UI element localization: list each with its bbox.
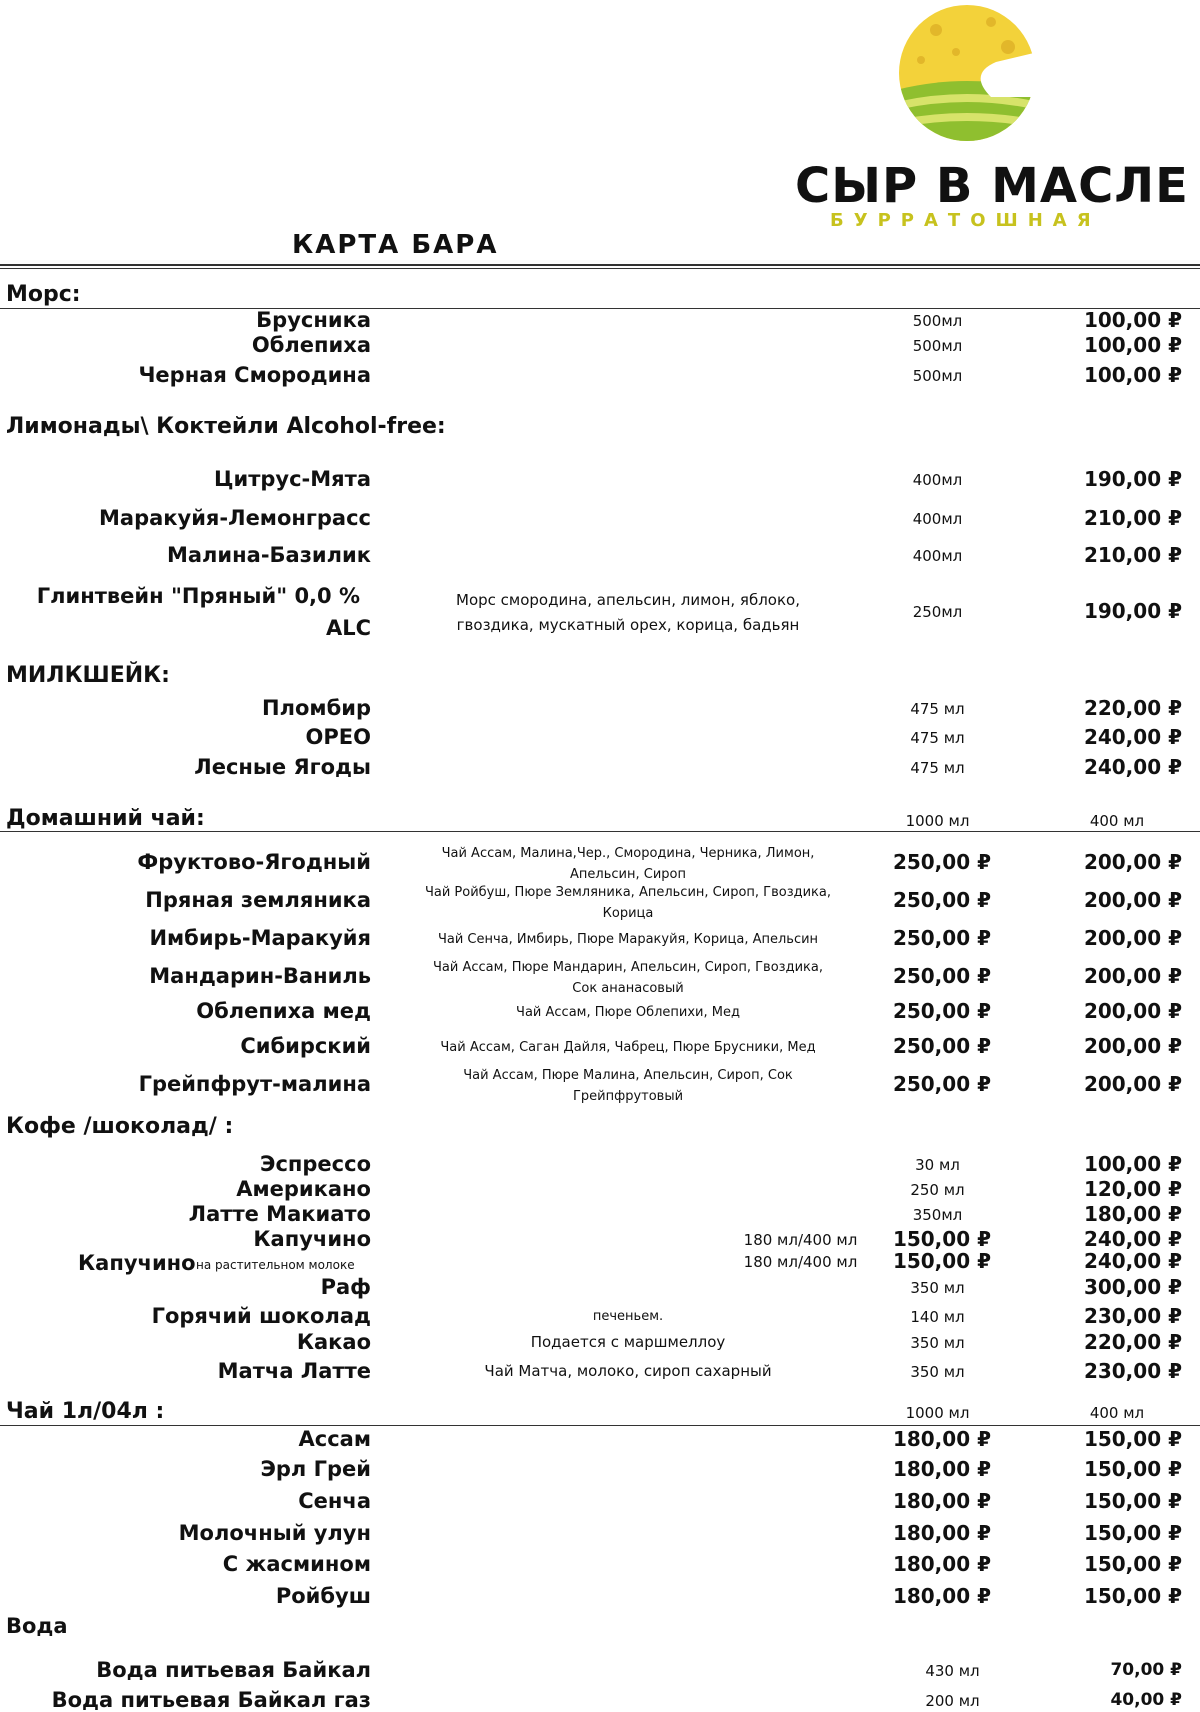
item-price-1000: 180,00 ₽: [892, 1457, 991, 1481]
item-price: 210,00 ₽: [1083, 506, 1182, 530]
item-price-1000: 250,00 ₽: [892, 850, 991, 874]
brand-subtitle: БУРРАТОШНАЯ: [830, 210, 1101, 231]
item-price-400: 150,00 ₽: [1083, 1489, 1182, 1513]
header-divider: [0, 264, 1200, 266]
item-price-400: 150,00 ₽: [1083, 1552, 1182, 1576]
item-price-1000: 250,00 ₽: [892, 926, 991, 950]
item-description: Чай Ассам, Пюре Облепихи, Мед: [516, 1005, 740, 1020]
item-name: Матча Латте: [217, 1359, 371, 1383]
cheese-logo-icon: [896, 2, 1038, 144]
item-price-small: 150,00 ₽: [892, 1227, 991, 1251]
item-name: Имбирь-Маракуйя: [149, 926, 371, 950]
section-title-lemonades: Лимонады\ Коктейли Alcohol-free:: [6, 414, 446, 439]
item-volume: 30 мл: [915, 1156, 960, 1174]
brand-title: СЫР В МАСЛЕ: [795, 158, 1189, 214]
item-price-400: 200,00 ₽: [1083, 999, 1182, 1023]
item-price-400: 200,00 ₽: [1083, 926, 1182, 950]
item-price: 70,00 ₽: [1110, 1660, 1182, 1680]
item-name: Облепиха: [251, 333, 371, 357]
item-price-1000: 250,00 ₽: [892, 888, 991, 912]
section-divider: [0, 831, 1200, 832]
item-description: Чай Ассам, Саган Дайля, Чабрец, Пюре Брусники, Мед: [440, 1040, 816, 1055]
item-price: 220,00 ₽: [1083, 696, 1182, 720]
item-name: Капучино: [78, 1251, 196, 1275]
item-price-400: 150,00 ₽: [1083, 1521, 1182, 1545]
item-name: Капучино: [253, 1227, 371, 1251]
item-price-1000: 180,00 ₽: [892, 1427, 991, 1451]
item-price: 220,00 ₽: [1083, 1330, 1182, 1354]
item-volume: 350 мл: [910, 1334, 965, 1352]
column-header-1000: 1000 мл: [905, 812, 970, 830]
column-header-400: 400 мл: [1089, 812, 1145, 830]
item-description: печеньем.: [592, 1309, 664, 1324]
item-name: С жасмином: [222, 1552, 371, 1576]
item-price: 190,00 ₽: [1083, 599, 1182, 623]
item-volume: 400мл: [912, 471, 963, 489]
item-name: Пломбир: [262, 696, 371, 720]
item-name: Черная Смородина: [138, 363, 371, 387]
item-name: Брусника: [256, 308, 371, 332]
item-description: Чай Сенча, Имбирь, Пюре Маракуйя, Корица, Апельсин: [437, 932, 819, 947]
item-price-large: 240,00 ₽: [1083, 1227, 1182, 1251]
item-volume: 500мл: [912, 312, 963, 330]
item-volume: 500мл: [912, 367, 963, 385]
item-name: Фруктово-Ягодный: [137, 850, 371, 874]
item-price-1000: 180,00 ₽: [892, 1521, 991, 1545]
item-volume: 250мл: [912, 603, 963, 621]
section-title-home-tea: Домашний чай:: [6, 806, 205, 831]
item-price-1000: 250,00 ₽: [892, 1034, 991, 1058]
item-name: Эспрессо: [260, 1152, 371, 1176]
item-price: 100,00 ₽: [1083, 363, 1182, 387]
item-description: Чай Ассам, Пюре Малина, Апельсин, Сироп, Сок Грейпфрутовый: [463, 1068, 793, 1104]
section-title-milkshake: МИЛКШЕЙК:: [6, 663, 170, 688]
column-header-400: 400 мл: [1089, 1404, 1145, 1422]
item-volume: 475 мл: [910, 700, 965, 718]
item-description: Чай Ассам, Малина,Чер., Смородина, Черника, Лимон, Апельсин, Сироп: [441, 846, 815, 882]
item-volume: 400мл: [912, 547, 963, 565]
section-title-tea: Чай 1л/04л :: [6, 1399, 165, 1424]
item-volume: 140 мл: [910, 1308, 965, 1326]
item-name: Лесные Ягоды: [194, 755, 371, 779]
item-price-400: 200,00 ₽: [1083, 850, 1182, 874]
item-volume: 350 мл: [910, 1279, 965, 1297]
item-name: Раф: [320, 1275, 371, 1299]
item-name: Цитрус-Мята: [214, 467, 371, 491]
item-price-1000: 250,00 ₽: [892, 1072, 991, 1096]
item-price-400: 200,00 ₽: [1083, 964, 1182, 988]
item-volume: 350мл: [912, 1206, 963, 1224]
item-name: Вода питьевая Байкал: [96, 1658, 371, 1682]
item-price-400: 150,00 ₽: [1083, 1427, 1182, 1451]
item-name: Грейпфрут-малина: [138, 1072, 371, 1096]
item-name: Молочный улун: [178, 1521, 371, 1545]
item-price-1000: 180,00 ₽: [892, 1489, 991, 1513]
item-price: 210,00 ₽: [1083, 543, 1182, 567]
header-divider-thin: [0, 268, 1200, 269]
item-price-1000: 180,00 ₽: [892, 1584, 991, 1608]
item-name: Вода питьевая Байкал газ: [51, 1688, 371, 1712]
item-price: 100,00 ₽: [1083, 308, 1182, 332]
item-volume: 500мл: [912, 337, 963, 355]
item-price-large: 240,00 ₽: [1083, 1249, 1182, 1273]
item-name: Американо: [236, 1177, 371, 1201]
item-price-400: 150,00 ₽: [1083, 1457, 1182, 1481]
item-price-400: 150,00 ₽: [1083, 1584, 1182, 1608]
item-price: 180,00 ₽: [1083, 1202, 1182, 1226]
item-description: Подается с маршмеллоу: [530, 1333, 726, 1351]
item-name: Эрл Грей: [260, 1457, 371, 1481]
item-price: 230,00 ₽: [1083, 1304, 1182, 1328]
item-price-400: 200,00 ₽: [1083, 888, 1182, 912]
item-description: Чай Ассам, Пюре Мандарин, Апельсин, Сироп, Гвоздика, Сок ананасовый: [433, 960, 823, 996]
item-volume: 400мл: [912, 510, 963, 528]
item-note: на растительном молоке: [196, 1258, 355, 1272]
item-name: Горячий шоколад: [151, 1304, 371, 1328]
section-title-coffee: Кофе /шоколад/ :: [6, 1114, 234, 1139]
item-price: 40,00 ₽: [1110, 1690, 1182, 1710]
item-volume: 250 мл: [910, 1181, 965, 1199]
item-price: 240,00 ₽: [1083, 725, 1182, 749]
item-price: 120,00 ₽: [1083, 1177, 1182, 1201]
item-volume: 475 мл: [910, 729, 965, 747]
item-description: Чай Матча, молоко, сироп сахарный: [484, 1362, 772, 1380]
item-name: Сибирский: [240, 1034, 371, 1058]
item-name: Ройбуш: [275, 1584, 371, 1608]
section-title-mors: Морс:: [6, 282, 81, 307]
item-volume: 350 мл: [910, 1363, 965, 1381]
item-price: 240,00 ₽: [1083, 755, 1182, 779]
item-description: Чай Ройбуш, Пюре Земляника, Апельсин, Сироп, Гвоздика, Корица: [424, 885, 832, 921]
item-name: Маракуйя-Лемонграсс: [99, 506, 371, 530]
item-name: ОРЕО: [305, 725, 371, 749]
item-price-1000: 250,00 ₽: [892, 999, 991, 1023]
item-description: Морс смородина, апельсин, лимон, яблоко, гвоздика, мускатный орех, корица, бадьян: [456, 591, 800, 634]
page-title: КАРТА БАРА: [292, 230, 499, 260]
item-name: Какао: [296, 1330, 371, 1354]
item-name: Малина-Базилик: [166, 543, 371, 567]
item-volume: 475 мл: [910, 759, 965, 777]
item-price: 190,00 ₽: [1083, 467, 1182, 491]
item-price-400: 200,00 ₽: [1083, 1072, 1182, 1096]
item-price-1000: 180,00 ₽: [892, 1552, 991, 1576]
column-header-1000: 1000 мл: [905, 1404, 970, 1422]
section-divider: [0, 1425, 1200, 1426]
item-price: 100,00 ₽: [1083, 1152, 1182, 1176]
item-name: Ассам: [298, 1427, 371, 1451]
item-name: Мандарин-Ваниль: [149, 964, 371, 988]
item-name: Латте Макиато: [188, 1202, 371, 1226]
item-price-small: 150,00 ₽: [892, 1249, 991, 1273]
item-volume: 200 мл: [925, 1692, 980, 1710]
item-price: 230,00 ₽: [1083, 1359, 1182, 1383]
item-volume: 180 мл/400 мл: [743, 1253, 858, 1271]
item-volume: 180 мл/400 мл: [743, 1231, 858, 1249]
item-name: Пряная земляника: [145, 888, 371, 912]
item-price: 300,00 ₽: [1083, 1275, 1182, 1299]
item-name: Сенча: [298, 1489, 371, 1513]
item-name: Облепиха мед: [196, 999, 371, 1023]
item-volume: 430 мл: [925, 1662, 980, 1680]
item-price-1000: 250,00 ₽: [892, 964, 991, 988]
section-title-water: Вода: [6, 1614, 68, 1638]
item-name: Глинтвейн "Пряный" 0,0 %: [36, 584, 360, 608]
item-name-line2: ALC: [325, 616, 371, 640]
item-price: 100,00 ₽: [1083, 333, 1182, 357]
section-divider: [0, 308, 1200, 309]
item-price-400: 200,00 ₽: [1083, 1034, 1182, 1058]
